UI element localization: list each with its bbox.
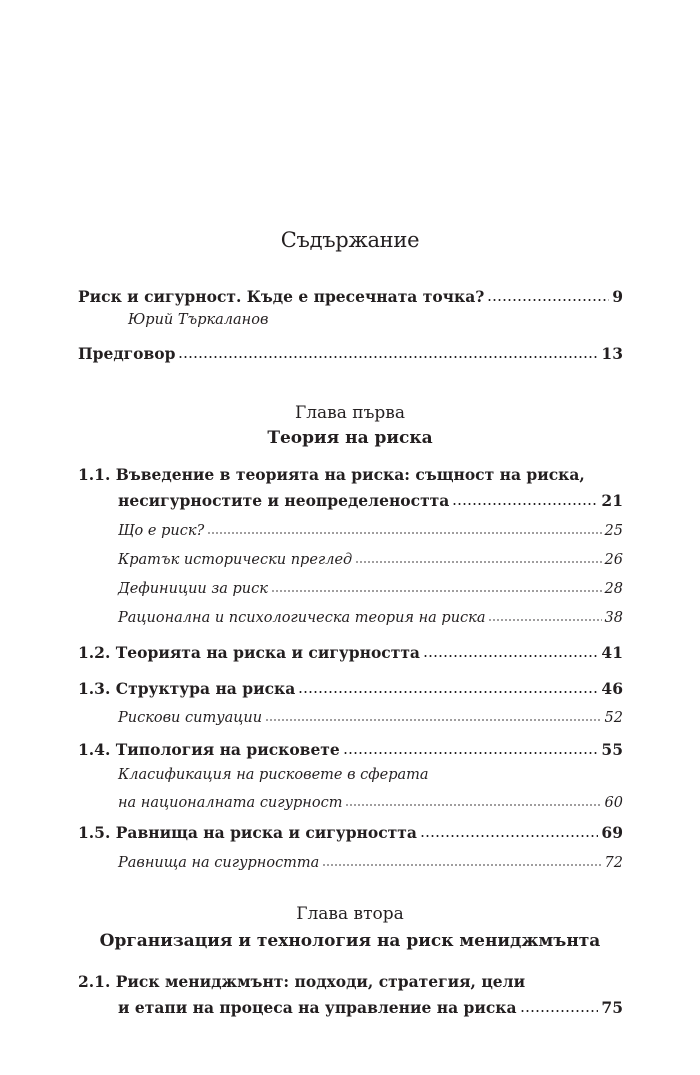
toc-entry-1-1-line1[interactable]: 1.1. Въведение в теорията на риска: същност на риска, [78, 465, 585, 484]
toc-entry-risk-and-security[interactable] [78, 284, 623, 306]
toc-entry-1-4[interactable] [78, 737, 623, 759]
toc-entry-preface[interactable] [78, 341, 623, 363]
toc-entry-author: Юрий Търкаланов [128, 312, 269, 328]
leader-dots [322, 863, 601, 867]
toc-entry-page: 69 [601, 823, 623, 842]
toc-sub-history[interactable] [118, 546, 623, 568]
toc-entry-page: 26 [604, 552, 623, 568]
toc-entry-page: 72 [604, 855, 623, 871]
toc-sub-rational-theory[interactable] [118, 604, 623, 626]
toc-sub-what-is-risk[interactable] [118, 517, 623, 539]
toc-title: Съдържание [280, 228, 420, 252]
toc-entry-page: 75 [601, 998, 623, 1017]
leader-dots [207, 531, 601, 535]
toc-entry-page: 55 [601, 740, 623, 759]
toc-entry-label: Кратък исторически преглед [118, 552, 353, 568]
leader-dots [271, 589, 602, 593]
leader-dots [420, 834, 598, 838]
leader-dots [178, 355, 598, 359]
toc-entry-label: 1.5. Равнища на риска и сигурността [78, 823, 417, 842]
toc-entry-label: и етапи на процеса на управление на риска [118, 998, 517, 1017]
toc-sub-classification[interactable] [118, 789, 623, 811]
chapter-1-title: Теория на риска [267, 428, 433, 448]
chapter-2-title: Организация и технология на риск мениджмънта [99, 931, 601, 951]
toc-entry-page: 38 [604, 610, 623, 626]
toc-entry-label: Рационална и психологическа теория на риска [118, 610, 486, 626]
toc-entry-2-1-line1[interactable]: 2.1. Риск мениджмънт: подходи, стратегия, цели [78, 972, 526, 991]
toc-entry-label: Що е риск? [118, 523, 205, 539]
toc-entry-page: 52 [604, 710, 623, 726]
chapter-2-label: Глава втора [296, 904, 404, 924]
toc-entry-1-2[interactable] [78, 640, 623, 662]
toc-entry-label: Риск и сигурност. Къде е пресечната точка? [78, 287, 485, 306]
toc-sub-security-levels[interactable] [118, 849, 623, 871]
toc-entry-page: 28 [604, 581, 623, 597]
toc-entry-label: Дефиниции за риск [118, 581, 268, 597]
chapter-1-label: Глава първа [294, 403, 406, 423]
toc-entry-2-1[interactable] [118, 995, 623, 1017]
toc-entry-label: Равнища на сигурността [118, 855, 320, 871]
leader-dots [487, 298, 609, 302]
leader-dots [345, 803, 601, 807]
toc-sub-classification-line1[interactable]: Класификация на рисковете в сферата [118, 767, 429, 783]
toc-entry-1-5[interactable] [78, 820, 623, 842]
leader-dots [265, 718, 601, 722]
toc-entry-1-3[interactable] [78, 676, 623, 698]
leader-dots [343, 751, 599, 755]
toc-entry-page: 41 [601, 643, 623, 662]
toc-sub-definitions[interactable] [118, 575, 623, 597]
leader-dots [298, 690, 598, 694]
toc-entry-label: на националната сигурност [118, 795, 343, 811]
toc-entry-page: 46 [601, 679, 623, 698]
toc-entry-label: Предговор [78, 344, 176, 363]
leader-dots [423, 654, 598, 658]
toc-entry-1-1[interactable] [118, 488, 623, 510]
toc-entry-page: 25 [604, 523, 623, 539]
toc-entry-page: 13 [601, 344, 623, 363]
toc-entry-page: 60 [604, 795, 623, 811]
toc-entry-page: 21 [601, 491, 623, 510]
leader-dots [488, 618, 601, 622]
toc-entry-page: 9 [612, 287, 623, 306]
toc-entry-label: несигурностите и неопределеността [118, 491, 450, 510]
toc-entry-label: 1.4. Типология на рисковете [78, 740, 340, 759]
leader-dots [355, 560, 601, 564]
toc-entry-label: 1.2. Теорията на риска и сигурността [78, 643, 420, 662]
leader-dots [452, 502, 598, 506]
leader-dots [520, 1009, 599, 1013]
toc-sub-risk-situations[interactable] [118, 704, 623, 726]
toc-entry-label: Рискови ситуации [118, 710, 263, 726]
toc-entry-label: 1.3. Структура на риска [78, 679, 296, 698]
